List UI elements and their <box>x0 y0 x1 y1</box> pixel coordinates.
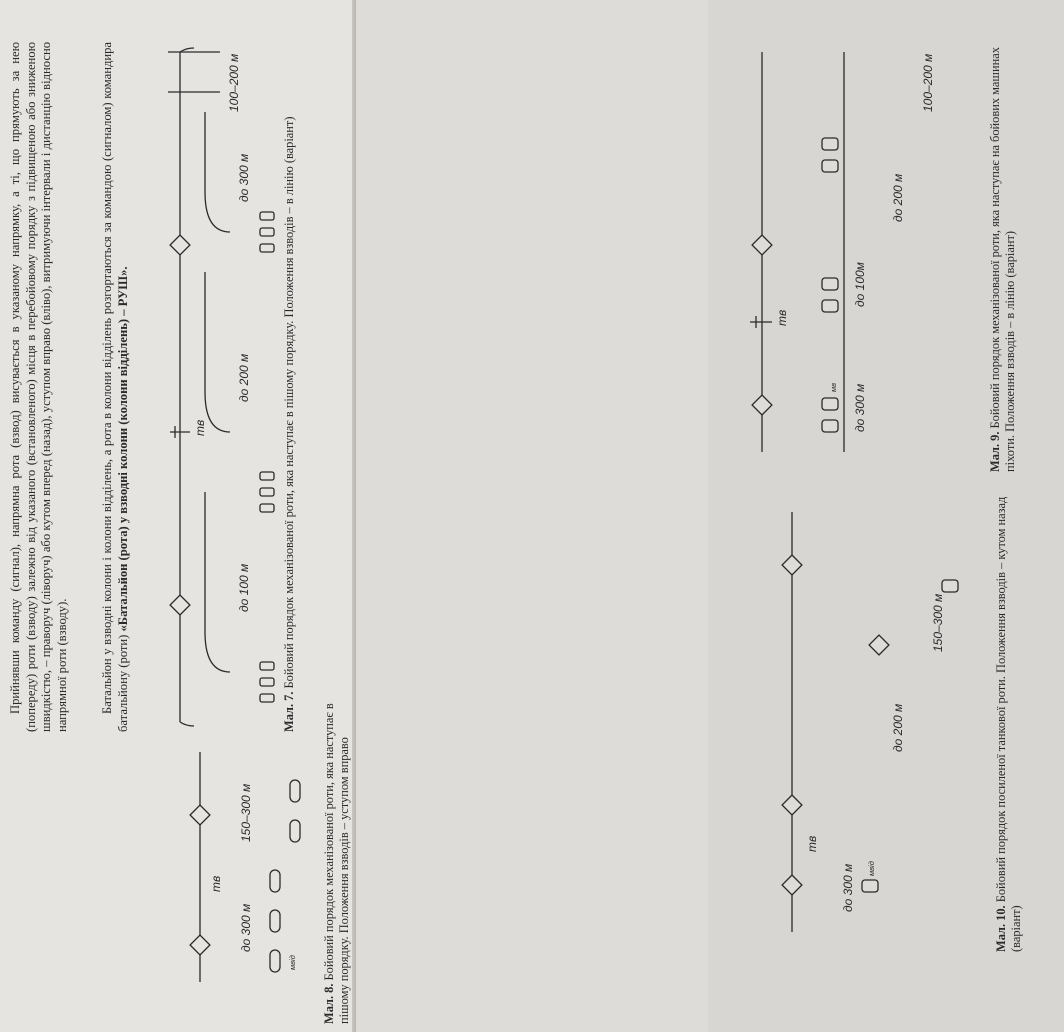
squad-symbol <box>290 820 300 842</box>
left-page-content <box>0 0 356 1032</box>
vehicle-symbol <box>260 488 274 496</box>
figure-9-number: Мал. 9. <box>988 431 1002 472</box>
figure-8-number: Мал. 8. <box>322 983 336 1024</box>
label-d100: до 100м <box>853 262 867 307</box>
platoon-arc <box>205 272 230 432</box>
figure-8-text: Бойовий порядок механізованої роти, яка наступає в пішому порядку. Положення взводів – уступом вправо <box>322 703 351 1024</box>
label-d200: до 200 м <box>891 703 905 752</box>
label-d300: до 300 м <box>841 863 855 912</box>
label-d300: до 300 м <box>239 903 253 952</box>
body-paragraph-1: Прийнявши команду (сигнал), напрямна рота (взвод) висувається в указаному напрямку, а ті, що прямують за нею (попереду) роти (взводу) залежно від указаного (встановленого) місця в перебойовому порядку з підвищеною або зниженою швидкістю, – праворуч (ліворуч) або кутом вперед (назад), уступом вправо (вліво), витримуючи інтервали і дистанцію відносно напрямної роти (взводу). <box>8 42 69 732</box>
label-tv: тв <box>209 875 223 892</box>
vehicle-symbol <box>260 678 274 686</box>
right-page <box>356 0 1023 1032</box>
bmp-symbol <box>822 160 838 172</box>
figure-10-caption <box>994 492 1023 952</box>
label-d300: до 300 м <box>237 153 251 202</box>
label-mv: мв <box>829 382 838 392</box>
figure-9-diagram <box>732 22 982 472</box>
squad-symbol <box>270 950 280 972</box>
label-mviz: мвід <box>867 861 876 876</box>
squad-symbol <box>270 870 280 892</box>
front-line-end <box>180 722 194 726</box>
label-d200: до 200 м <box>891 173 905 222</box>
tank-symbol <box>190 935 210 955</box>
squad-symbol <box>270 910 280 932</box>
label-range: 100–200 м <box>227 53 241 112</box>
bmp-symbol <box>822 138 838 150</box>
platoon-arc <box>205 112 230 232</box>
tank-symbol <box>869 635 889 655</box>
label-tv: тв <box>775 309 789 326</box>
figure-10-diagram <box>732 492 982 952</box>
vehicle-symbol <box>260 472 274 480</box>
tank-symbol <box>190 805 210 825</box>
figure-7-number: Мал. 7. <box>282 691 296 732</box>
label-d300: до 300 м <box>853 383 867 432</box>
paragraph-2-command: «Батальйон (рота) у взводні колони (колони відділень) – РУШ». <box>115 266 130 632</box>
label-d200: до 200 м <box>237 353 251 402</box>
figure-7-text: Бойовий порядок механізованої роти, яка наступає в пішому порядку. Положення взводів – в лінію (варіант) <box>282 116 296 689</box>
vehicle-symbol <box>260 228 274 236</box>
figure-10-number: Мал. 10. <box>994 905 1008 952</box>
tank-symbol <box>170 595 190 615</box>
bmp-symbol <box>822 278 838 290</box>
vehicle-symbol <box>260 662 274 670</box>
infantry-row <box>260 212 274 702</box>
right-page-content <box>712 0 1064 1032</box>
squad-symbol <box>290 780 300 802</box>
bmp-symbol <box>822 300 838 312</box>
label-range: 100–200 м <box>921 53 935 112</box>
body-paragraph-2 <box>100 42 131 732</box>
label-d100: до 100 м <box>237 563 251 612</box>
figure-10-text: Бойовий порядок посиленої танкової роти. Положення взводів – кутом назад (варіант) <box>994 496 1023 952</box>
tank-symbol <box>782 875 802 895</box>
tank-symbol <box>170 235 190 255</box>
vehicle-symbol <box>260 244 274 252</box>
figure-9-text: Бойовий порядок механізованої роти, яка наступає на бойових машинах піхоти. Положення взводів – в лінію (варіант) <box>988 47 1017 472</box>
label-tv: тв <box>805 835 819 852</box>
vehicle-symbol <box>260 504 274 512</box>
bmp-symbol <box>822 398 838 410</box>
left-page <box>0 0 356 1032</box>
mviz-symbol <box>862 880 878 892</box>
label-range: 150–300 м <box>239 783 253 842</box>
vehicle-symbol <box>260 694 274 702</box>
figure-8-diagram <box>170 742 340 992</box>
tank-symbol <box>752 235 772 255</box>
bmp-symbol <box>822 420 838 432</box>
platoon-arc <box>205 492 230 672</box>
vehicle-symbol <box>260 212 274 220</box>
tank-symbol <box>752 395 772 415</box>
mviz-symbol <box>942 580 958 592</box>
label-mviz: мвід <box>288 955 297 970</box>
paragraph-2-text: Батальйон у взводні колони і колони відділень, а рота в колони відділень розгортаються за командою (сигналом) командира батальйону (роти) <box>100 42 130 732</box>
label-range: 150–300 м <box>931 593 945 652</box>
figure-7-diagram <box>160 32 280 732</box>
label-tv: тв <box>193 419 207 436</box>
figure-7-caption <box>282 42 297 732</box>
tank-symbol <box>782 795 802 815</box>
tank-symbol <box>782 555 802 575</box>
squad-row <box>270 780 300 972</box>
figure-9-caption <box>988 32 1017 472</box>
